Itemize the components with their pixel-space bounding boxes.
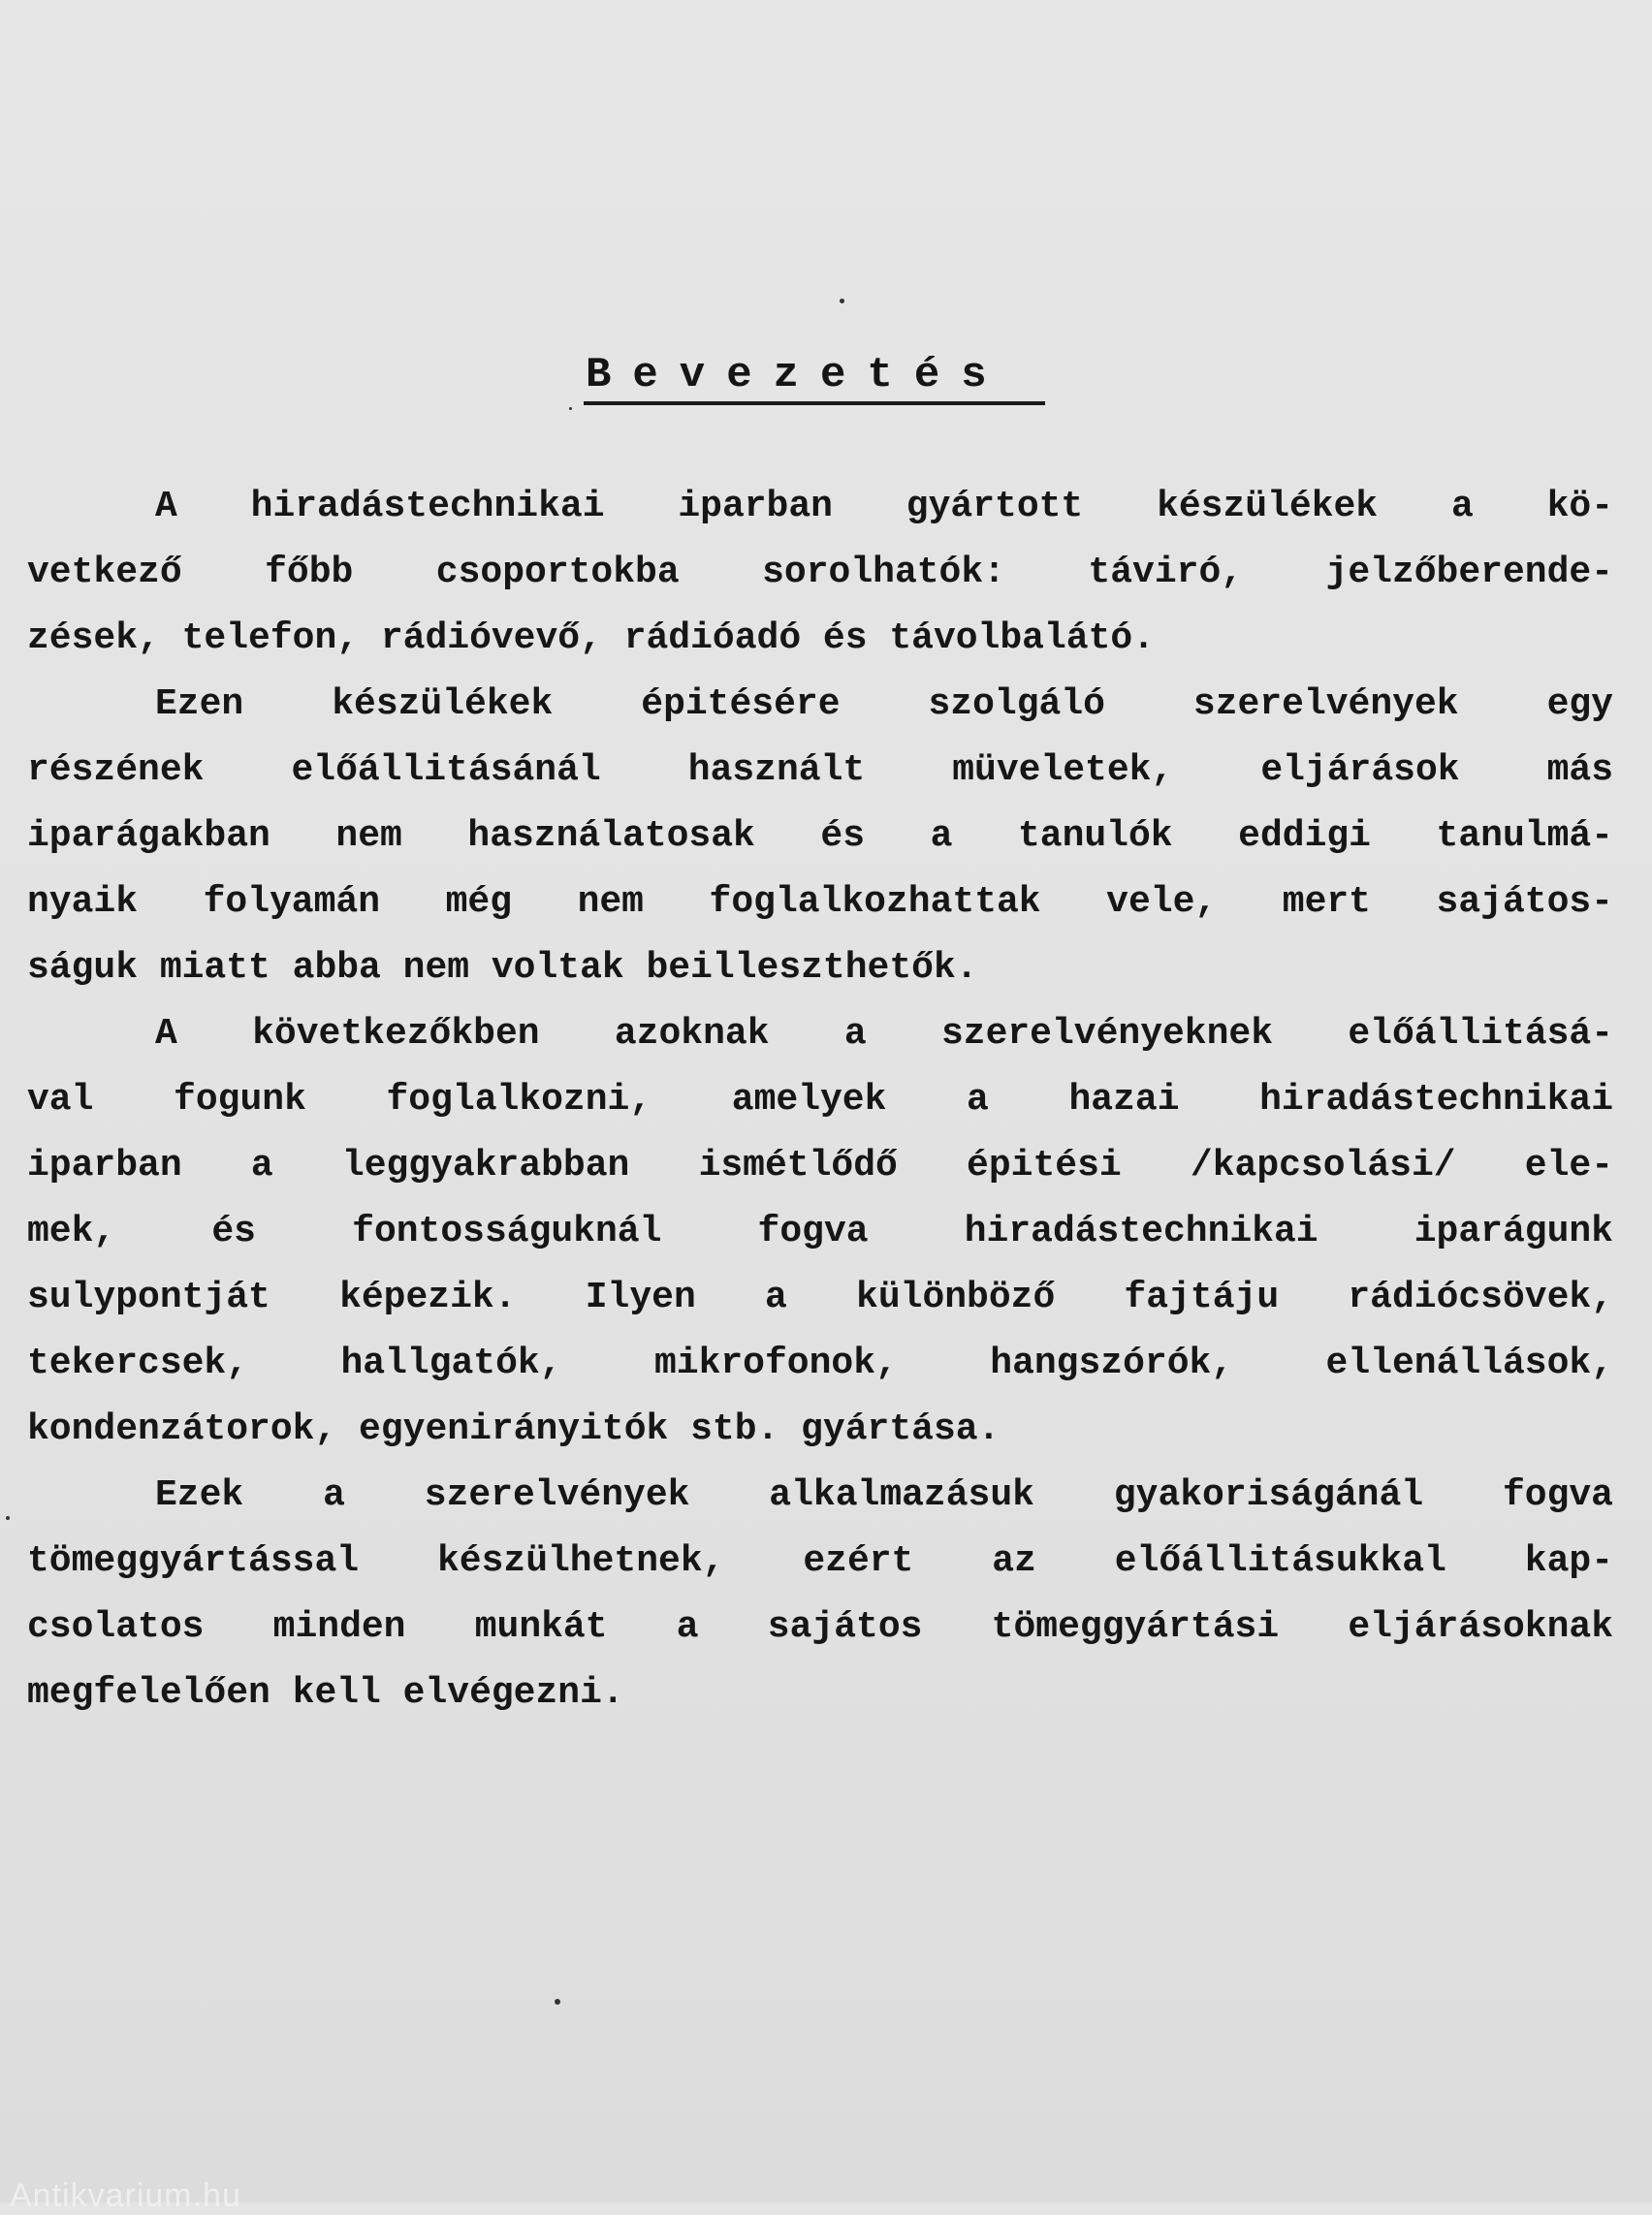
text-line: Ezen készülékek épitésére szolgáló szerelvények egy bbox=[155, 683, 1613, 725]
paper-speck bbox=[840, 299, 844, 303]
text-line: iparágakban nem használatosak és a tanulók eddigi tanulmá- bbox=[27, 815, 1613, 857]
paper-speck bbox=[555, 1999, 560, 2005]
text-line: nyaik folyamán még nem foglalkozhattak vele, mert sajátos- bbox=[27, 881, 1613, 923]
text-line: részének előállitásánál használt müveletek, eljárások más bbox=[27, 749, 1613, 791]
text-line: tekercsek, hallgatók, mikrofonok, hangszórók, ellenállások, bbox=[27, 1343, 1613, 1384]
text-line: Ezek a szerelvények alkalmazásuk gyakoriságánál fogva bbox=[155, 1474, 1613, 1516]
text-line: A következőkben azoknak a szerelvényeknek előállitásá- bbox=[155, 1013, 1613, 1055]
paper-speck bbox=[569, 407, 572, 410]
text-line: tömeggyártással készülhetnek, ezért az előállitásukkal kap- bbox=[27, 1540, 1613, 1582]
text-line: A hiradástechnikai iparban gyártott készülékek a kö- bbox=[155, 486, 1613, 527]
title-underline bbox=[584, 401, 1045, 405]
watermark: Antikvarium.hu bbox=[10, 2177, 241, 2214]
text-line: mek, és fontosságuknál fogva hiradástechnikai iparágunk bbox=[27, 1211, 1613, 1252]
text-line: ságuk miatt abba nem voltak beilleszthetők. bbox=[27, 947, 978, 989]
text-line: vetkező főbb csoportokba sorolhatók: táviró, jelzőberende- bbox=[27, 552, 1613, 593]
paper-speck bbox=[6, 1516, 10, 1520]
text-line: megfelelően kell elvégezni. bbox=[27, 1672, 624, 1714]
text-line: zések, telefon, rádióvevő, rádióadó és távolbalátó. bbox=[27, 617, 1155, 659]
text-line: csolatos minden munkát a sajátos tömeggyártási eljárásoknak bbox=[27, 1606, 1613, 1648]
text-line: val fogunk foglalkozni, amelyek a hazai hiradástechnikai bbox=[27, 1079, 1613, 1121]
text-line: kondenzátorok, egyenirányitók stb. gyártása. bbox=[27, 1408, 1001, 1450]
document-title: Bevezetés bbox=[586, 351, 1008, 399]
text-line: iparban a leggyakrabban ismétlődő épitési /kapcsolási/ ele- bbox=[27, 1145, 1613, 1187]
text-line: sulypontját képezik. Ilyen a különböző fajtáju rádiócsövek, bbox=[27, 1277, 1613, 1318]
